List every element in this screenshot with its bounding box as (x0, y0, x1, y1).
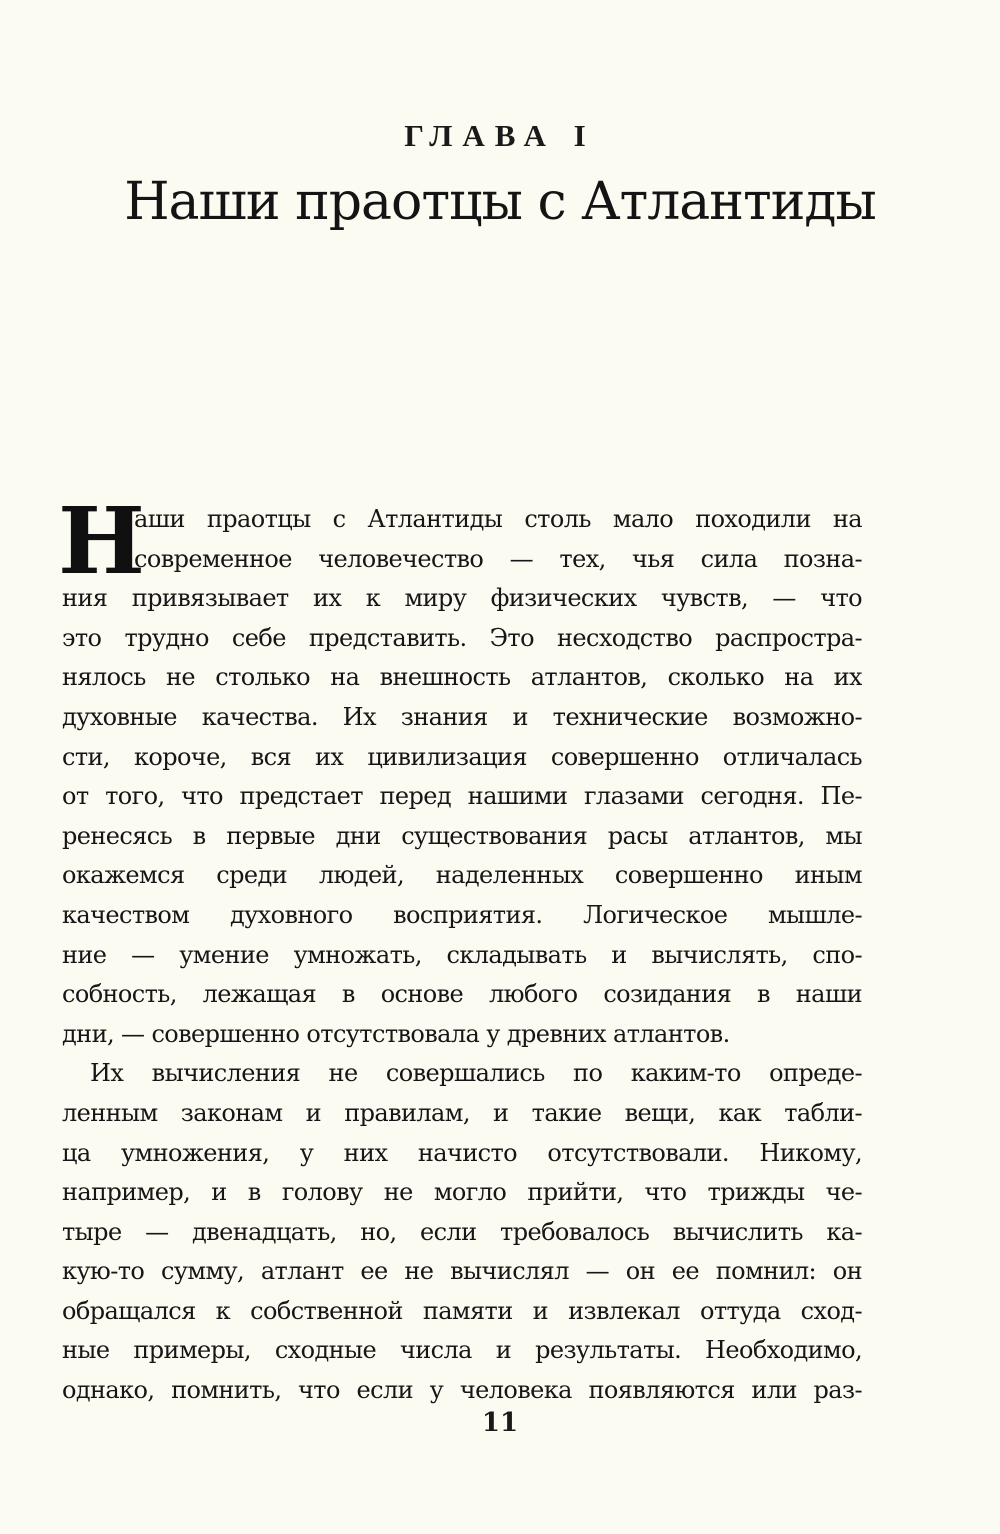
text-line: это трудно себе представить. Это несходство распростра- (62, 623, 862, 652)
text-line: ца умножения, у них начисто отсутствовали. Никому, (62, 1138, 862, 1167)
text-line: обращался к собственной памяти и извлекал оттуда сход- (62, 1296, 862, 1325)
text-line: духовные качества. Их знания и технические возможно- (62, 702, 862, 731)
text-line: ленным законам и правилам, и такие вещи, как табли- (62, 1098, 862, 1127)
chapter-title: Наши праотцы с Атлантиды (124, 172, 876, 232)
text-line: однако, помнить, что если у человека появляются или раз- (62, 1376, 862, 1405)
text-line: ные примеры, сходные числа и результаты. Необходимо, (62, 1336, 862, 1365)
text-line: современное человечество — тех, чья сила позна- (134, 544, 862, 573)
text-line: сти, короче, вся их цивилизация совершенно отличалась (62, 742, 862, 771)
text-line: аши праотцы с Атлантиды столь мало походили на (134, 505, 862, 533)
text-line: от того, что предстает перед нашими глазами сегодня. Пе- (62, 782, 862, 811)
text-line: ния привязывает их к миру физических чувств, — что (62, 584, 862, 613)
drop-cap: Н (58, 487, 145, 595)
text-line: ренесясь в первые дни существования расы атлантов, мы (62, 821, 862, 850)
text-line: дни, — совершенно отсутствовала у древних атлантов. (62, 1019, 730, 1048)
text-line: Их вычисления не совершались по каким-то опреде- (90, 1059, 862, 1088)
text-line: тыре — двенадцать, но, если требовалось вычислить ка- (62, 1217, 862, 1246)
page-number: 11 (481, 1408, 519, 1438)
text-line: собность, лежащая в основе любого созидания в наши (62, 980, 862, 1009)
text-line: ние — умение умножать, складывать и вычислять, спо- (62, 940, 862, 969)
body-text (58, 487, 862, 1411)
text-line: качеством духовного восприятия. Логическое мышле- (62, 900, 862, 929)
text-line: кую-то сумму, атлант ее не вычислял — он ее помнил: он (62, 1257, 862, 1286)
text-line: нялось не столько на внешность атлантов, сколько на их (62, 663, 862, 692)
text-line: например, и в голову не могло прийти, что трижды че- (62, 1178, 862, 1207)
chapter-label: ГЛАВА I (404, 118, 596, 153)
text-line: окажемся среди людей, наделенных совершенно иным (62, 861, 862, 890)
